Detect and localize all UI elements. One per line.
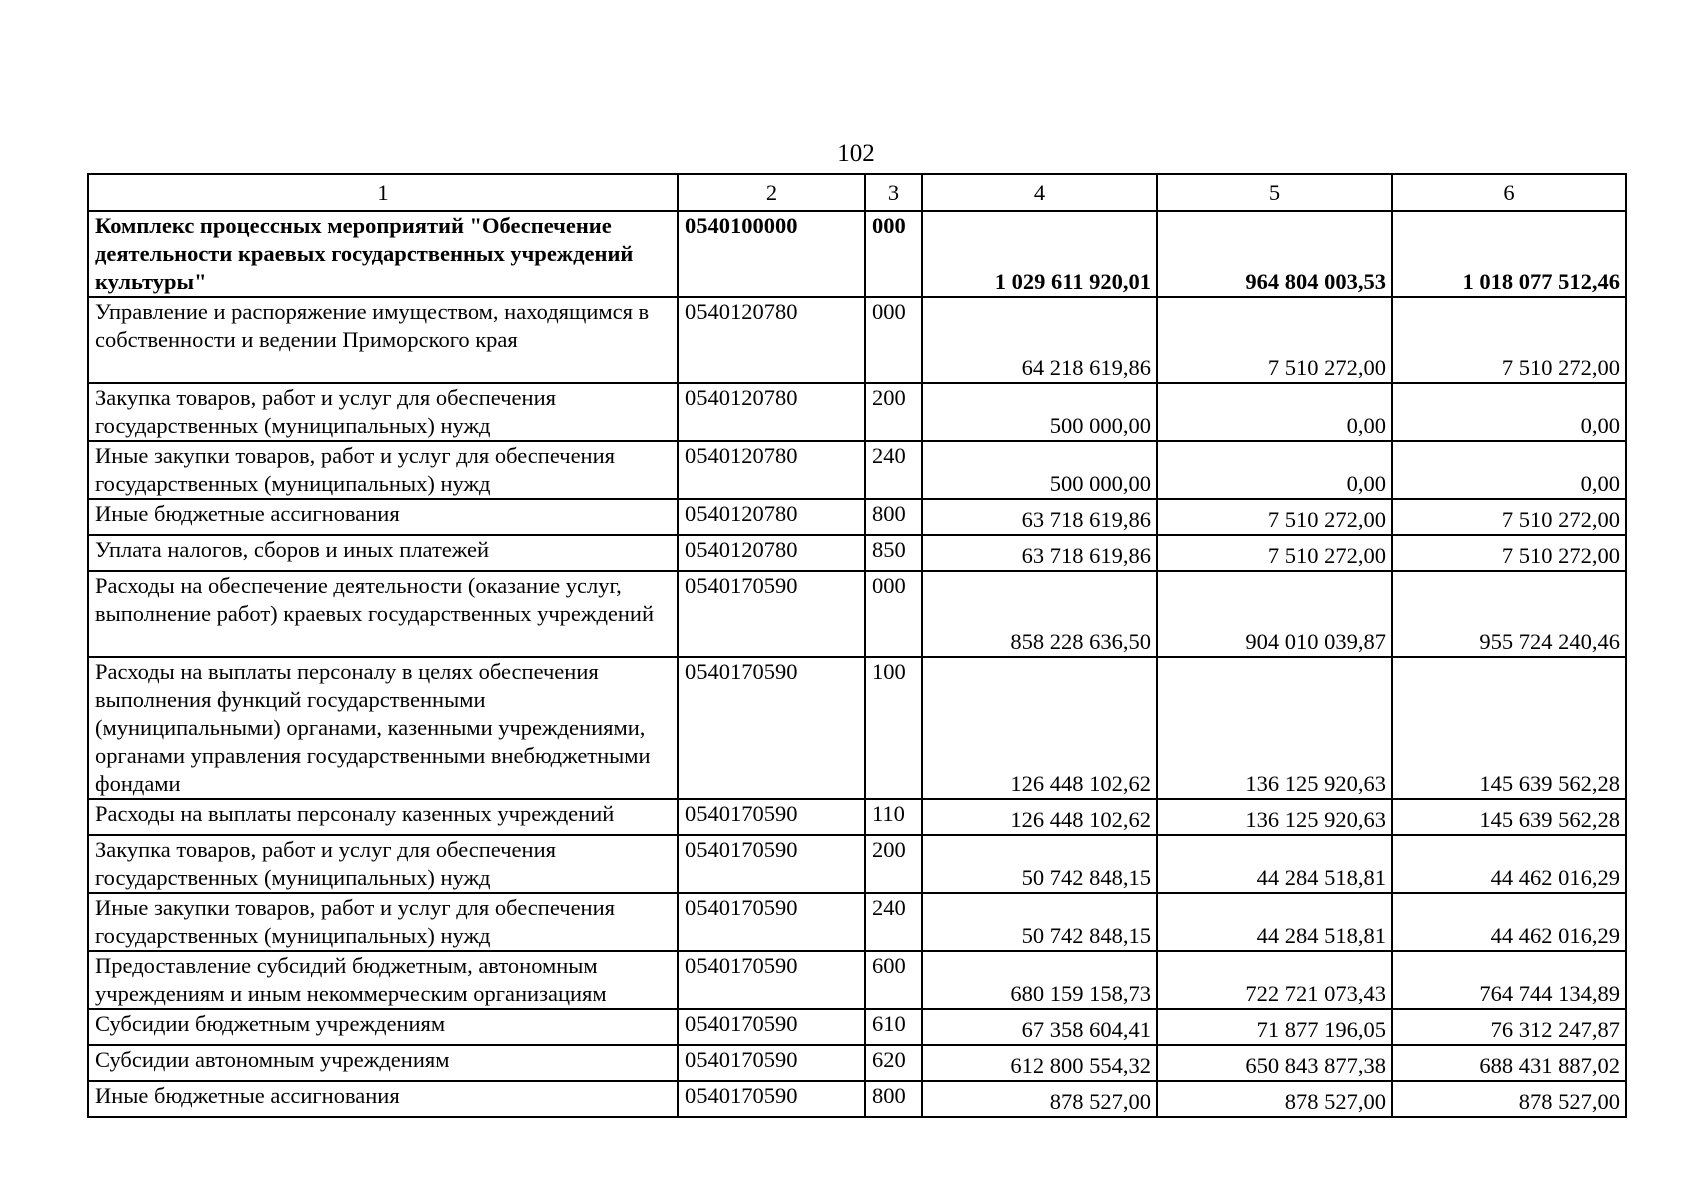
column-header: 4 <box>922 174 1157 211</box>
row-expense-type: 610 <box>865 1009 922 1045</box>
row-code: 0540170590 <box>678 951 865 1009</box>
row-value-col5: 0,00 <box>1157 383 1392 441</box>
row-value-col4: 67 358 604,41 <box>922 1009 1157 1045</box>
row-name: Субсидии бюджетным учреждениям <box>88 1009 678 1045</box>
table-header-row <box>88 174 1626 211</box>
row-value-col6: 76 312 247,87 <box>1392 1009 1626 1045</box>
row-expense-type: 200 <box>865 383 922 441</box>
row-value-col5: 44 284 518,81 <box>1157 893 1392 951</box>
row-value-col4: 63 718 619,86 <box>922 535 1157 571</box>
row-expense-type: 600 <box>865 951 922 1009</box>
row-name: Закупка товаров, работ и услуг для обеспечения государственных (муниципальных) нужд <box>88 383 678 441</box>
row-expense-type: 110 <box>865 799 922 835</box>
row-name: Расходы на выплаты персоналу казенных учреждений <box>88 799 678 835</box>
row-value-col4: 64 218 619,86 <box>922 297 1157 383</box>
row-code: 0540120780 <box>678 383 865 441</box>
row-value-col5: 7 510 272,00 <box>1157 297 1392 383</box>
row-name: Расходы на обеспечение деятельности (оказание услуг, выполнение работ) краевых государственных учреждений <box>88 571 678 657</box>
row-value-col6: 878 527,00 <box>1392 1081 1626 1117</box>
column-header: 2 <box>678 174 865 211</box>
row-name: Иные бюджетные ассигнования <box>88 1081 678 1117</box>
row-code: 0540100000 <box>678 211 865 297</box>
row-code: 0540170590 <box>678 1045 865 1081</box>
row-value-col5: 0,00 <box>1157 441 1392 499</box>
row-expense-type: 000 <box>865 211 922 297</box>
row-value-col6: 688 431 887,02 <box>1392 1045 1626 1081</box>
row-code: 0540120780 <box>678 441 865 499</box>
row-value-col4: 126 448 102,62 <box>922 799 1157 835</box>
row-expense-type: 200 <box>865 835 922 893</box>
row-expense-type: 240 <box>865 893 922 951</box>
row-value-col4: 858 228 636,50 <box>922 571 1157 657</box>
row-expense-type: 850 <box>865 535 922 571</box>
row-value-col6: 0,00 <box>1392 383 1626 441</box>
row-value-col4: 500 000,00 <box>922 441 1157 499</box>
row-value-col6: 44 462 016,29 <box>1392 893 1626 951</box>
row-value-col6: 7 510 272,00 <box>1392 535 1626 571</box>
row-value-col5: 44 284 518,81 <box>1157 835 1392 893</box>
row-name: Уплата налогов, сборов и иных платежей <box>88 535 678 571</box>
row-value-col5: 7 510 272,00 <box>1157 499 1392 535</box>
table-row <box>88 657 1626 799</box>
table-row <box>88 893 1626 951</box>
row-code: 0540170590 <box>678 799 865 835</box>
table-row <box>88 383 1626 441</box>
row-value-col4: 612 800 554,32 <box>922 1045 1157 1081</box>
row-name: Предоставление субсидий бюджетным, автономным учреждениям и иным некоммерческим организациям <box>88 951 678 1009</box>
table-row <box>88 535 1626 571</box>
row-value-col5: 964 804 003,53 <box>1157 211 1392 297</box>
row-value-col4: 878 527,00 <box>922 1081 1157 1117</box>
table-row <box>88 951 1626 1009</box>
row-code: 0540170590 <box>678 1081 865 1117</box>
row-expense-type: 100 <box>865 657 922 799</box>
column-header: 6 <box>1392 174 1626 211</box>
row-value-col4: 50 742 848,15 <box>922 835 1157 893</box>
row-name: Иные закупки товаров, работ и услуг для обеспечения государственных (муниципальных) нужд <box>88 893 678 951</box>
row-value-col4: 500 000,00 <box>922 383 1157 441</box>
row-name: Закупка товаров, работ и услуг для обеспечения государственных (муниципальных) нужд <box>88 835 678 893</box>
row-value-col6: 7 510 272,00 <box>1392 297 1626 383</box>
table-row <box>88 211 1626 297</box>
row-value-col5: 71 877 196,05 <box>1157 1009 1392 1045</box>
table-row <box>88 1009 1626 1045</box>
row-value-col4: 126 448 102,62 <box>922 657 1157 799</box>
row-code: 0540120780 <box>678 499 865 535</box>
row-expense-type: 800 <box>865 499 922 535</box>
row-expense-type: 800 <box>865 1081 922 1117</box>
row-value-col5: 136 125 920,63 <box>1157 799 1392 835</box>
row-value-col5: 904 010 039,87 <box>1157 571 1392 657</box>
row-value-col6: 955 724 240,46 <box>1392 571 1626 657</box>
column-header: 1 <box>88 174 678 211</box>
row-value-col6: 764 744 134,89 <box>1392 951 1626 1009</box>
row-value-col4: 680 159 158,73 <box>922 951 1157 1009</box>
row-code: 0540170590 <box>678 893 865 951</box>
row-code: 0540170590 <box>678 657 865 799</box>
row-value-col5: 136 125 920,63 <box>1157 657 1392 799</box>
row-code: 0540120780 <box>678 535 865 571</box>
table-row <box>88 835 1626 893</box>
row-code: 0540170590 <box>678 1009 865 1045</box>
row-expense-type: 000 <box>865 571 922 657</box>
row-value-col5: 7 510 272,00 <box>1157 535 1392 571</box>
table-row <box>88 1081 1626 1117</box>
row-value-col6: 44 462 016,29 <box>1392 835 1626 893</box>
row-value-col5: 722 721 073,43 <box>1157 951 1392 1009</box>
row-value-col6: 0,00 <box>1392 441 1626 499</box>
row-value-col6: 145 639 562,28 <box>1392 657 1626 799</box>
table-row <box>88 297 1626 383</box>
row-expense-type: 240 <box>865 441 922 499</box>
column-header: 5 <box>1157 174 1392 211</box>
budget-table <box>87 173 1627 1118</box>
table-row <box>88 1045 1626 1081</box>
table-row <box>88 441 1626 499</box>
row-name: Комплекс процессных мероприятий "Обеспечение деятельности краевых государственных учреждений культуры" <box>88 211 678 297</box>
row-value-col6: 7 510 272,00 <box>1392 499 1626 535</box>
row-value-col5: 878 527,00 <box>1157 1081 1392 1117</box>
row-expense-type: 000 <box>865 297 922 383</box>
row-code: 0540170590 <box>678 835 865 893</box>
row-name: Субсидии автономным учреждениям <box>88 1045 678 1081</box>
row-name: Иные закупки товаров, работ и услуг для обеспечения государственных (муниципальных) нужд <box>88 441 678 499</box>
table-row <box>88 499 1626 535</box>
row-name: Расходы на выплаты персоналу в целях обеспечения выполнения функций государственными (муниципальными) органами, казенными учреждениями, органами управления государственными внебюджетными фондами <box>88 657 678 799</box>
row-value-col6: 1 018 077 512,46 <box>1392 211 1626 297</box>
column-header: 3 <box>865 174 922 211</box>
row-value-col4: 63 718 619,86 <box>922 499 1157 535</box>
row-code: 0540120780 <box>678 297 865 383</box>
row-name: Иные бюджетные ассигнования <box>88 499 678 535</box>
row-value-col4: 1 029 611 920,01 <box>922 211 1157 297</box>
row-value-col5: 650 843 877,38 <box>1157 1045 1392 1081</box>
row-value-col6: 145 639 562,28 <box>1392 799 1626 835</box>
row-code: 0540170590 <box>678 571 865 657</box>
row-expense-type: 620 <box>865 1045 922 1081</box>
row-name: Управление и распоряжение имуществом, находящимся в собственности и ведении Приморского края <box>88 297 678 383</box>
table-row <box>88 571 1626 657</box>
page-number: 102 <box>837 140 875 167</box>
table-row <box>88 799 1626 835</box>
row-value-col4: 50 742 848,15 <box>922 893 1157 951</box>
